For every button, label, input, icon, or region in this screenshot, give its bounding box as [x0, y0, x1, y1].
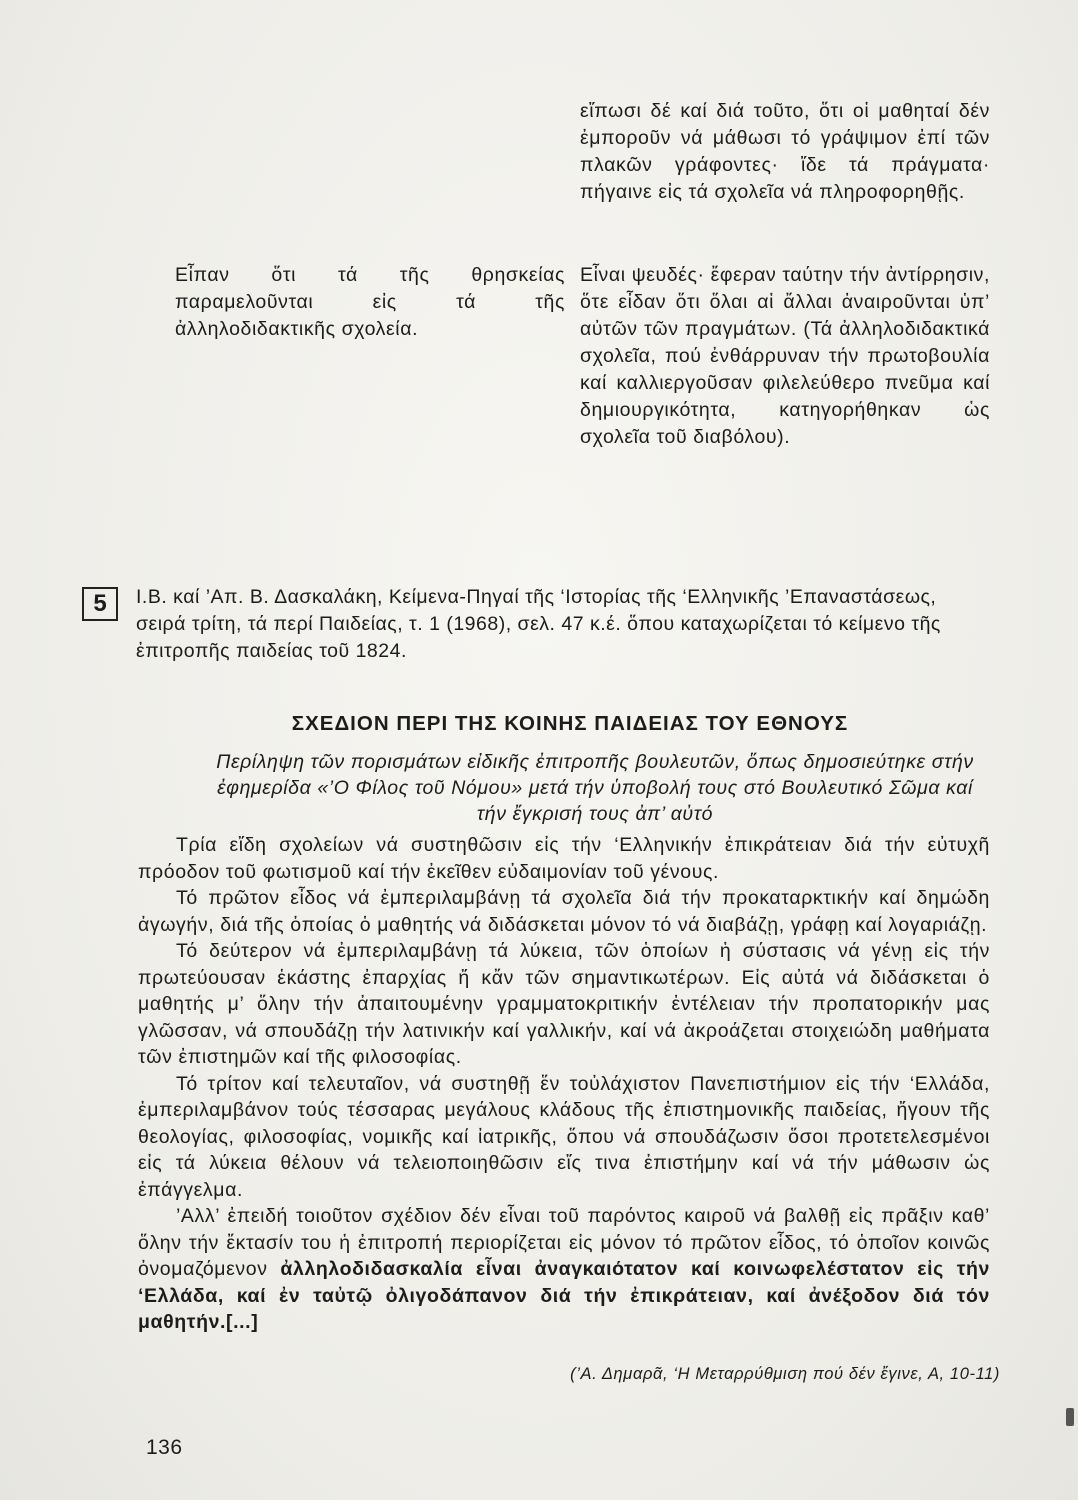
right-column-lower: [580, 262, 990, 451]
right-column: [580, 98, 990, 206]
scan-edge-mark: [1066, 1408, 1074, 1426]
body-paragraph-3: Τό δεύτερον νά ἐμπεριλαμβάνῃ τά λύκεια, τῶν ὁποίων ἡ σύστασις νά γένῃ εἰς τήν πρωτεύουσαν ἑκάστης ἐπαρχίας ἤ κἄν τῶν σημαντικωτέρων. Εἰς αὐτά νά διδάσκεται ὁ μαθητής μ’ ὅλην τήν ἀπαιτουμένην γραμματοκριτικήν ἐντέλειαν τήν προπατορικήν μας γλῶσσαν, νά σπουδάζῃ τήν λατινικήν καί γαλλικήν, καί νά ἀκροάζεται στοιχειώδη μαθήματα τῶν ἐπιστημῶν καί τῆς φιλοσοφίας.: [138, 940, 990, 1068]
left-column: [175, 262, 565, 343]
source-citation: (’Α. Δημαρᾶ, ‘Η Μεταρρύθμιση πού δέν ἔγινε, Α, 10-11): [570, 1365, 1000, 1383]
document-body: [138, 832, 990, 1336]
right-column-paragraph-2: Εἶναι ψευδές· ἔφεραν ταύτην τήν ἀντίρρησιν, ὅτε εἶδαν ὅτι ὅλαι αἱ ἄλλαι ἀναιροῦνται ὑπ’ αὐτῶν τῶν πραγμάτων. (Τά ἀλληλοδιδακτικά σχολεῖα, πού ἐνθάρρυναν τήν πρωτοβουλία καί καλλιεργοῦσαν φιλελεύθερο πνεῦμα καί δημιουργικότητα, κατηγορήθηκαν ὡς σχολεῖα τοῦ διαβόλου).: [580, 264, 991, 448]
document-title: ΣΧΕΔΙΟΝ ΠΕΡΙ ΤΗΣ ΚΟΙΝΗΣ ΠΑΙΔΕΙΑΣ ΤΟΥ ΕΘΝΟΥΣ: [291, 712, 849, 735]
body-paragraph-5-bold: ἀλληλοδιδασκαλία εἶναι ἀναγκαιότατον καί κοινωφελέστατον εἰς τήν ‘Ελλάδα, καί ἐν ταὐτῷ ὀλιγοδάπανον διά τήν ἐπικράτειαν, καί ἀνέξοδον διά τόν μαθητήν.[...]: [138, 1258, 990, 1333]
body-paragraph-4: Τό τρίτον καί τελευταῖον, νά συστηθῇ ἕν τοὐλάχιστον Πανεπιστήμιον εἰς τήν ‘Ελλάδα, ἐμπεριλαμβάνον τούς τέσσαρας μεγάλους κλάδους τῆς ἐπιστημονικῆς παιδείας, ἤγουν τῆς θεολογίας, φιλοσοφίας, νομικῆς καί ἰατρικῆς, ὅπου νά σπουδάζωσιν ὅσοι προτετελεσμένοι εἰς τά λύκεια θέλουν νά τελειοποιηθῶσιν εἴς τινα ἐπιστήμην καί νά τήν μάθωσιν ὡς ἐπάγγελμα.: [138, 1072, 990, 1201]
page-number: 136: [146, 1436, 183, 1459]
reference-number-box: 5: [82, 587, 118, 621]
body-paragraph-5-text: ’Αλλ’ ἐπειδή τοιοῦτον σχέδιον δέν εἶναι τοῦ παρόντος καιροῦ νά βαλθῇ εἰς πρᾶξιν καθ’ ὅλην τήν ἔκτασίν του ἡ ἐπιτροπή περιορίζεται εἰς μόνον τό πρῶτον εἶδος, τό ὁποῖον κοινῶς ὀνομαζόμενον: [138, 1205, 990, 1280]
body-paragraph-2: Τό πρῶτον εἶδος νά ἐμπεριλαμβάνῃ τά σχολεῖα διά τήν προκαταρκτικήν καί δημώδη ἀγωγήν, διά τῆς ὁποίας ὁ μαθητής νά διδάσκεται μόνον τό νά διαβάζῃ, γράφῃ καί λογαριάζῃ.: [138, 887, 990, 936]
document-subtitle: Περίληψη τῶν πορισμάτων εἰδικῆς ἐπιτροπῆς βουλευτῶν, ὅπως δημοσιεύτηκε στήν ἐφημερίδα «’Ο Φίλος τοῦ Νόμου» μετά τήν ὑποβολή τους στό Βουλευτικό Σῶμα καί τήν ἔγκρισή τους ἀπ’ αὐτό: [216, 751, 974, 825]
reference-text: Ι.Β. καί ’Απ. Β. Δασκαλάκη, Κείμενα-Πηγαί τῆς ‘Ιστορίας τῆς ‘Ελληνικῆς ’Επαναστάσεως, σειρά τρίτη, τά περί Παιδείας, τ. 1 (1968), σελ. 47 κ.έ. ὅπου καταχωρίζεται τό κείμενο τῆς ἐπιτροπῆς παιδείας τοῦ 1824.: [136, 586, 941, 662]
body-paragraph-5: [138, 1203, 990, 1336]
right-column-paragraph-1: εἴπωσι δέ καί διά τοῦτο, ὅτι οἱ μαθηταί δέν ἐμποροῦν νά μάθωσι τό γράψιμον ἐπί τῶν πλακῶν γράφοντες· ἴδε τά πράγματα· πήγαινε εἰς τά σχολεῖα νά πληροφορηθῇς.: [580, 100, 990, 203]
body-paragraph-1: Τρία εἴδη σχολείων νά συστηθῶσιν εἰς τήν ‘Ελληνικήν ἐπικράτειαν διά τήν εὐτυχῆ πρόοδον τοῦ φωτισμοῦ καί τήν ἐκεῖθεν εὐδαιμονίαν τοῦ γένους.: [138, 834, 990, 883]
left-column-paragraph-1: Εἶπαν ὅτι τά τῆς θρησκείας παραμελοῦνται εἰς τά τῆς ἀλληλοδιδακτικῆς σχολεία.: [175, 264, 565, 340]
